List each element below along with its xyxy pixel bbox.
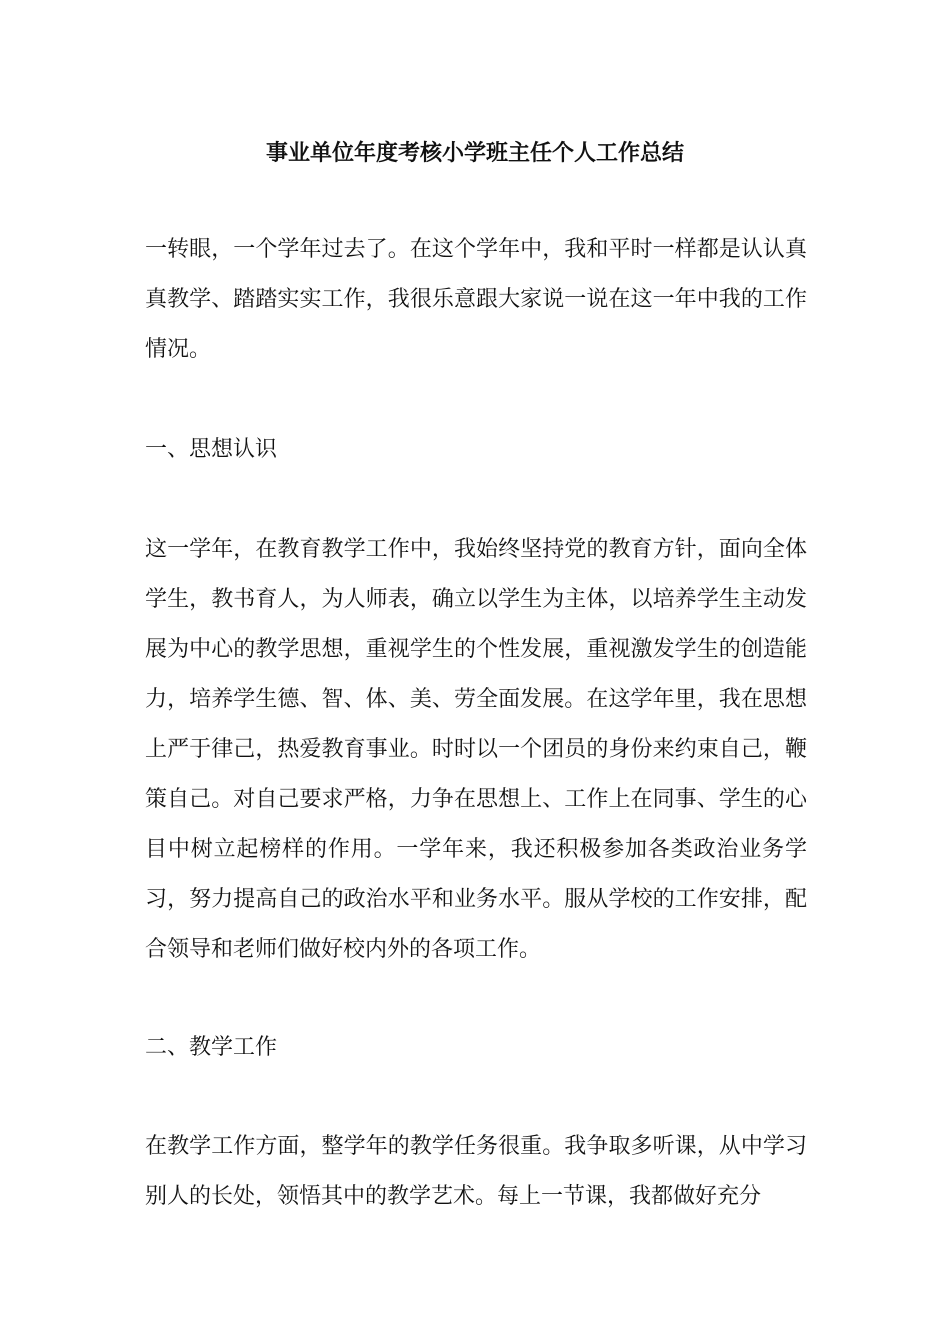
section-heading-teaching: 二、教学工作 <box>145 1035 278 1060</box>
section-heading-thought: 一、思想认识 <box>145 437 278 462</box>
document-title: 事业单位年度考核小学班主任个人工作总结 <box>265 140 684 166</box>
intro-paragraph: 一转眼，一个学年过去了。在这个学年中，我和平时一样都是认认真真教学、踏踏实实工作，我很乐意跟大家说一说在这一年中我的工作情况。 <box>145 237 807 362</box>
section-paragraph-teaching: 在教学工作方面，整学年的教学任务很重。我争取多听课，从中学习别人的长处，领悟其中的教学艺术。每上一节课，我都做好充分 <box>145 1134 807 1209</box>
section-paragraph-thought: 这一学年，在教育教学工作中，我始终坚持党的教育方针，面向全体学生，教书育人，为人师表，确立以学生为主体，以培养学生主动发展为中心的教学思想，重视学生的个性发展，重视激发学生的创造能力，培养学生德、智、体、美、劳全面发展。在这学年里，我在思想上严于律己，热爱教育事业。时时以一个团员的身份来约束自己，鞭策自己。对自己要求严格，力争在思想上、工作上在同事、学生的心目中树立起榜样的作用。一学年来，我还积极参加各类政治业务学习，努力提高自己的政治水平和业务水平。服从学校的工作安排，配合领导和老师们做好校内外的各项工作。 <box>145 537 807 962</box>
